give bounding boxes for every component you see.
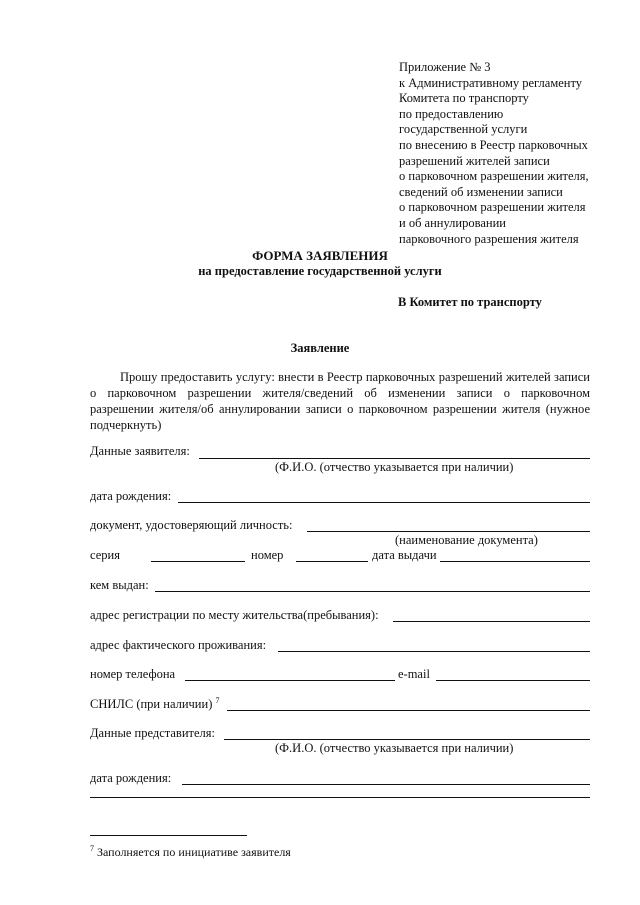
footnote-text: Заполняется по инициативе заявителя [97,845,291,859]
email-label: e-mail [398,667,430,681]
identity-doc-field[interactable] [307,531,590,532]
reg-address-field[interactable] [393,621,590,622]
appendix-line: государственной услуги [399,122,528,137]
representative-fio-field[interactable] [224,739,590,740]
statement-body: Прошу предоставить услугу: внести в Реестр парковочных разрешений жителей записи о парковочном разрешении жителя/сведений об изменении записи о парковочном разрешении жителя/об аннулировании записи о парковочном разрешении жителя (нужное подчеркнуть) [90,370,590,432]
phone-field[interactable] [185,680,395,681]
identity-doc-label: документ, удостоверяющий личность: [90,518,293,532]
appendix-block [399,60,589,247]
phone-label: номер телефона [90,667,176,681]
email-field[interactable] [436,680,590,681]
snils-footnote-mark: 7 [215,695,220,705]
fio-hint: (Ф.И.О. (отчество указывается при наличии) [275,460,514,474]
series-field[interactable] [151,561,245,562]
appendix-line: о парковочном разрешении жителя [399,200,586,215]
snils-field[interactable] [227,710,590,711]
number-label: номер [251,548,284,562]
issued-by-label: кем выдан: [90,578,149,592]
snils-label: СНИЛС (при наличии) $^7$ [90,695,220,711]
appendix-line: и об аннулировании [399,215,506,230]
rep-birth-date-label: дата рождения: [90,771,172,785]
form-subtitle: на предоставление государственной услуги [198,264,442,278]
birth-date-label: дата рождения: [90,489,172,503]
rep-fio-hint: (Ф.И.О. (отчество указывается при наличии) [275,741,514,755]
actual-address-label: адрес фактического проживания: [90,638,267,652]
rep-birth-date-field[interactable] [182,784,590,785]
appendix-line: парковочного разрешения жителя [399,231,579,246]
issue-date-field[interactable] [440,561,590,562]
doc-name-hint: (наименование документа) [395,533,538,547]
issued-by-field[interactable] [155,591,590,592]
issue-date-label: дата выдачи [372,548,437,562]
appendix-line: по предоставлению [399,106,504,121]
appendix-line: Приложение № 3 [399,60,491,74]
footnote-separator [90,835,247,836]
representative-label: Данные представителя: [90,726,215,740]
footnote [90,845,291,860]
number-field[interactable] [296,561,368,562]
actual-address-field[interactable] [278,651,590,652]
applicant-fio-field[interactable] [199,458,590,459]
birth-date-field[interactable] [178,502,590,503]
extra-line-field[interactable] [90,797,590,798]
applicant-label: Данные заявителя: [90,444,190,458]
appendix-line: разрешений жителей записи [399,153,550,168]
footnote-mark: 7 [90,844,94,853]
appendix-line: Комитета по транспорту [399,91,529,106]
addressee: В Комитет по транспорту [398,295,542,309]
reg-address-label: адрес регистрации по месту жительства(пребывания): [90,608,379,622]
series-label: серия [90,548,120,562]
statement-heading: Заявление [290,341,350,355]
appendix-line: о парковочном разрешении жителя, [399,169,589,184]
form-title: ФОРМА ЗАЯВЛЕНИЯ [252,248,388,263]
appendix-line: по внесению в Реестр парковочных [399,137,588,152]
appendix-line: сведений об изменении записи [399,184,563,199]
appendix-line: к Административному регламенту [399,75,583,90]
